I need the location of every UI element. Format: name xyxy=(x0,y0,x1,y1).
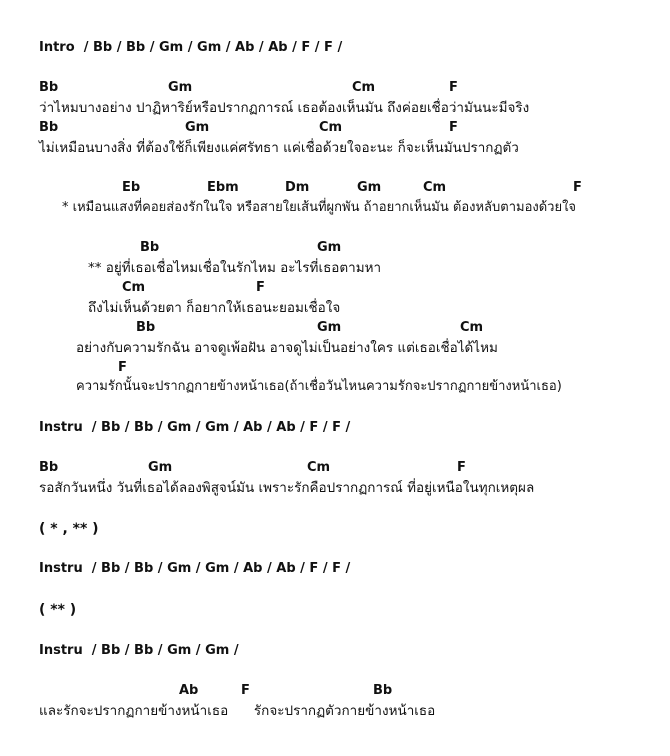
chord: Ab xyxy=(179,683,199,698)
chord: Bb xyxy=(136,320,156,335)
chord: F xyxy=(118,360,127,375)
chord: Gm xyxy=(185,120,210,135)
verse2-lyric: รอสักวันหนึ่ง วันที่เธอได้ลองพิสูจน์มัน เพราะรักคือปรากฏการณ์ ที่อยู่เหนือในทุกเหตุผล xyxy=(39,480,535,496)
chord: Cm xyxy=(460,320,484,335)
instru-line-2: Instru / Bb / Bb / Gm / Gm / Ab / Ab / F / F / xyxy=(39,561,351,576)
chord: Gm xyxy=(317,320,342,335)
chorus-lyric-1: ** อยู่ที่เธอเชื่อไหมเชื่อในรักไหม อะไรที่เธอตามหา xyxy=(88,260,382,276)
chorus-lyric-2: ถึงไม่เห็นด้วยตา ก็อยากให้เธอนะยอมเชื่อใจ xyxy=(88,300,341,316)
chord: Gm xyxy=(317,240,342,255)
repeat-marker-2: ( ** ) xyxy=(39,602,77,618)
verse1-lyric-2: ไม่เหมือนบางสิ่ง ที่ต้องใช้ก็เพียงแค่ศรัทธา แค่เชื่อด้วยใจอะนะ ก็จะเห็นมันปรากฏตัว xyxy=(39,140,519,156)
chord: F xyxy=(241,683,250,698)
chord: Cm xyxy=(307,460,331,475)
chord: Dm xyxy=(285,180,310,195)
pre-chorus-lyric: * เหมือนแสงที่คอยส่องรักในใจ หรือสายใยเส้นที่ผูกพัน ถ้าอยากเห็นมัน ต้องหลับตามองด้วยใจ xyxy=(62,200,577,215)
instru-line-3: Instru / Bb / Bb / Gm / Gm / xyxy=(39,643,239,658)
chorus-lyric-3: อย่างกับความรักฉัน อาจดูเพ้อฝัน อาจดูไม่เป็นอย่างใคร แต่เธอเชื่อได้ไหม xyxy=(76,340,498,356)
repeat-marker-1: ( * , ** ) xyxy=(39,521,99,537)
chord: Gm xyxy=(168,80,193,95)
chord: F xyxy=(449,120,458,135)
chord: Cm xyxy=(122,280,146,295)
chord: Cm xyxy=(352,80,376,95)
chord: Bb xyxy=(39,120,59,135)
instru-line-1: Instru / Bb / Bb / Gm / Gm / Ab / Ab / F / F / xyxy=(39,420,351,435)
chord: F xyxy=(256,280,265,295)
chord: Bb xyxy=(39,460,59,475)
chord: F xyxy=(449,80,458,95)
chord: Gm xyxy=(148,460,173,475)
chord: Gm xyxy=(357,180,382,195)
chord: F xyxy=(573,180,582,195)
intro-line: Intro / Bb / Bb / Gm / Gm / Ab / Ab / F / F / xyxy=(39,40,343,55)
outro-lyric: และรักจะปรากฏกายข้างหน้าเธอ รักจะปรากฏตัวกายข้างหน้าเธอ xyxy=(39,703,436,719)
chord: Eb xyxy=(122,180,141,195)
chord: F xyxy=(457,460,466,475)
chord: Bb xyxy=(39,80,59,95)
chorus-lyric-4: ความรักนั้นจะปรากฏกายข้างหน้าเธอ(ถ้าเชื่อวันไหนความรักจะปรากฏกายข้างหน้าเธอ) xyxy=(76,379,562,394)
chord: Bb xyxy=(373,683,393,698)
chord: Ebm xyxy=(207,180,239,195)
chord: Cm xyxy=(319,120,343,135)
chord: Cm xyxy=(423,180,447,195)
chord: Bb xyxy=(140,240,160,255)
verse1-lyric-1: ว่าไหมบางอย่าง ปาฏิหาริย์หรือปรากฏการณ์ เธอต้องเห็นมัน ถึงค่อยเชื่อว่ามันนะมีจริง xyxy=(39,100,530,116)
